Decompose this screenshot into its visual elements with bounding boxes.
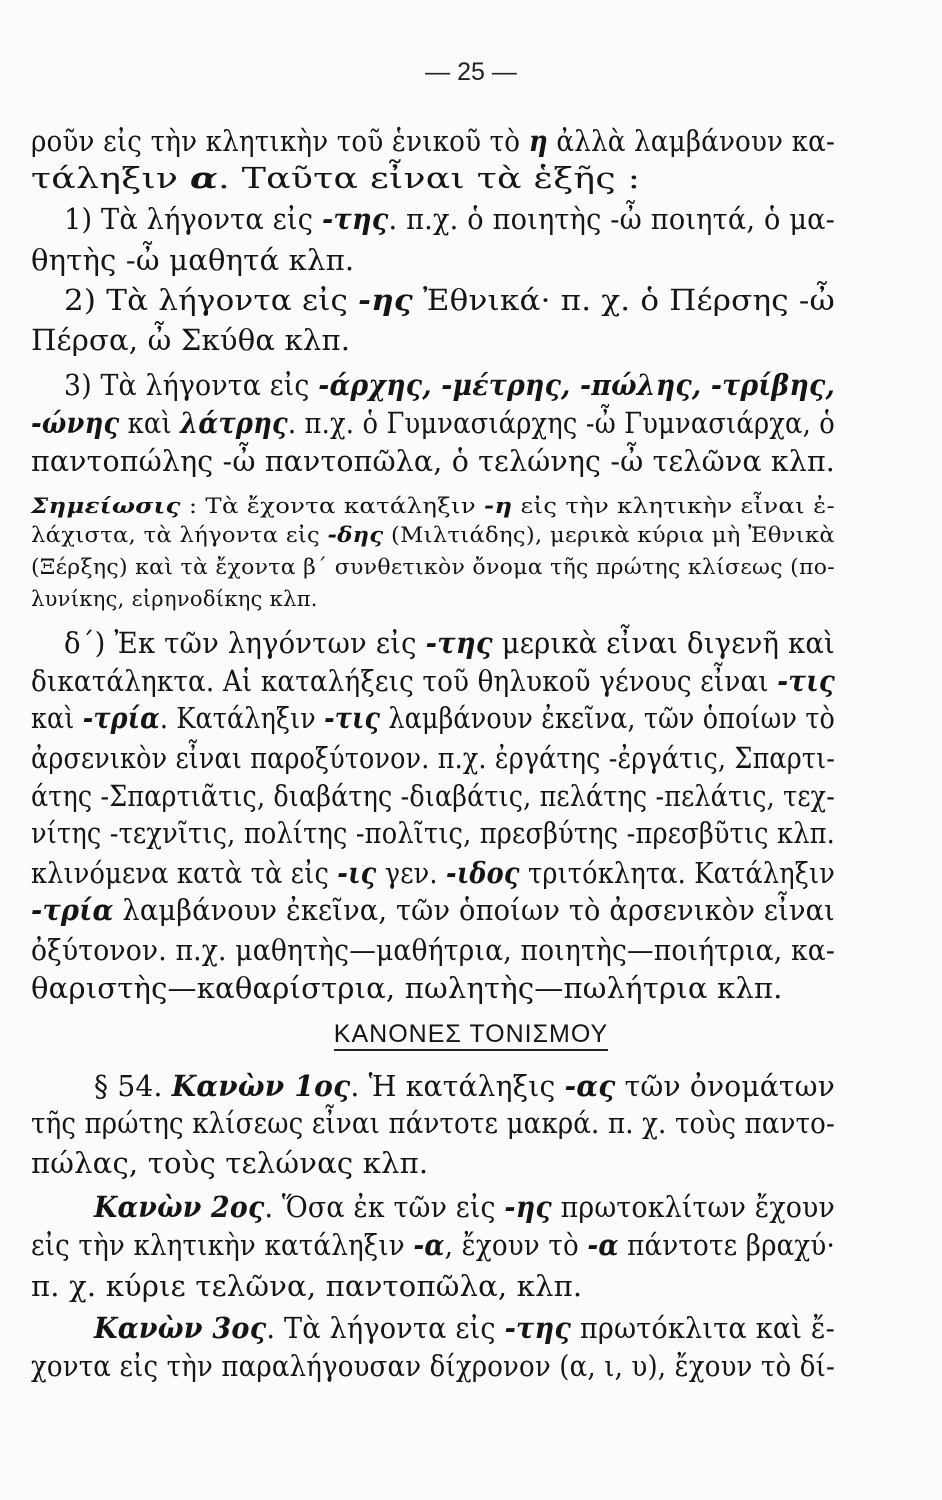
- emphasis-text: Κανὼν 1ος: [171, 1069, 351, 1103]
- text-line: [31, 1145, 428, 1181]
- text-segment: νίτης -τεχνῖτις, πολίτης -πολῖτις, πρεσβύτης -πρεσβῦτις κλπ.: [31, 816, 835, 850]
- text-line: [31, 443, 835, 479]
- section-heading: [0, 1020, 942, 1049]
- text-line: [94, 1310, 835, 1346]
- text-line: [31, 123, 835, 159]
- text-segment: θαριστὴς—καθαρίστρια, πωλητὴς—πωλήτρια κλπ.: [31, 971, 783, 1005]
- text-segment: § 54.: [94, 1069, 172, 1103]
- emphasis-text: -τις: [324, 701, 381, 735]
- emphasis-text: -ιδος: [446, 856, 520, 890]
- emphasis-text: -της: [504, 1311, 572, 1345]
- text-segment: εἰς τὴν κλητικὴν εἶναι ἐ-: [512, 494, 836, 518]
- text-segment: . Ταῦτα εἶναι τὰ ἑξῆς :: [218, 161, 641, 195]
- emphasis-text: -της: [425, 626, 493, 660]
- text-line: [31, 552, 835, 582]
- text-segment: εἰς τὴν κλητικὴν κατάληξιν: [31, 1228, 414, 1262]
- text-line: [31, 322, 350, 358]
- text-segment: (Ξέρξης) καὶ τὰ ἔχοντα β΄ συνθετικὸν ὄνομα τῆς πρώτης κλίσεως (πο-: [31, 555, 836, 579]
- text-line: [31, 1348, 835, 1384]
- text-segment: (Μιλτιάδης), μερικὰ κύρια μὴ Ἐθνικὰ: [383, 523, 836, 547]
- text-segment: τάληξιν: [31, 161, 190, 195]
- text-segment: . π.χ. ὁ ποιητὴς -ὦ ποιητά, ὁ μα-: [388, 202, 836, 236]
- text-segment: λυνίκης, εἰρηνοδίκης κλπ.: [31, 587, 318, 611]
- emphasis-text: -τρία: [31, 893, 114, 927]
- text-segment: καὶ: [119, 406, 181, 440]
- text-segment: τριτόκλητα. Κατάληξιν: [519, 856, 836, 890]
- text-segment: . Ἡ κατάληξις: [350, 1069, 565, 1103]
- page-number: — 25 —: [425, 58, 517, 86]
- text-line: [31, 520, 835, 550]
- text-segment: λαμβάνουν ἐκεῖνα, τῶν ὁποίων τὸ ἀρσενικὸν εἶναι: [113, 893, 836, 927]
- text-segment: ἀλλὰ λαμβάνουν κα-: [547, 124, 835, 158]
- text-line: [64, 201, 835, 237]
- text-line: [31, 1227, 835, 1263]
- text-segment: . π.χ. ὁ Γυμνασιάρχης -ὦ Γυμνασιάρχα, ὁ: [287, 406, 835, 440]
- text-segment: . Κατάληξιν: [159, 701, 325, 735]
- text-segment: 3) Τὰ λήγοντα εἰς: [64, 368, 319, 402]
- text-line: [31, 855, 835, 891]
- text-segment: π. χ. κύριε τελῶνα, παντοπῶλα, κλπ.: [31, 1269, 583, 1303]
- text-line: [31, 970, 783, 1006]
- emphasis-text: -η: [484, 493, 513, 518]
- text-segment: δ΄) Ἐκ τῶν ληγόντων εἰς: [64, 626, 426, 660]
- text-line: [94, 1189, 835, 1225]
- text-line: [31, 700, 835, 736]
- text-line: [31, 815, 835, 851]
- text-segment: χοντα εἰς τὴν παραλήγουσαν δίχρονον (α, ι, υ), ἔχουν τὸ δί-: [31, 1349, 835, 1383]
- text-segment: , ἔχουν τὸ: [444, 1228, 588, 1262]
- emphasis-text: α: [189, 161, 219, 195]
- text-line: [31, 405, 835, 441]
- section-heading-text: ΚΑΝΟΝΕΣ ΤΟΝΙΣΜΟΥ: [334, 1020, 608, 1051]
- text-segment: πρωτοκλίτων ἔχουν: [551, 1190, 836, 1224]
- text-segment: θητὴς -ὦ μαθητά κλπ.: [31, 243, 355, 277]
- text-segment: . Ὅσα ἐκ τῶν εἰς: [264, 1190, 505, 1224]
- text-segment: καὶ: [31, 701, 83, 735]
- emphasis-text: -τρία: [82, 701, 160, 735]
- text-segment: τῶν ὀνομάτων: [615, 1069, 836, 1103]
- text-line: [64, 282, 835, 318]
- emphasis-text: -α: [587, 1228, 619, 1262]
- text-line: [31, 491, 835, 521]
- text-segment: πώλας, τοὺς τελώνας κλπ.: [31, 1146, 429, 1180]
- text-segment: δικατάληκτα. Αἱ καταλήξεις τοῦ θηλυκοῦ γένους εἶναι: [31, 664, 778, 698]
- text-segment: : Τὰ ἔχοντα κατάληξιν: [180, 494, 485, 518]
- emphasis-text: λάτρης: [180, 406, 288, 440]
- emphasis-text: -ης: [358, 283, 414, 317]
- text-line: [31, 932, 835, 968]
- text-line: [64, 367, 835, 403]
- text-line: [31, 740, 835, 776]
- text-line: [31, 1268, 582, 1304]
- text-line: [31, 892, 835, 928]
- text-segment: παντοπώλης -ὦ παντοπῶλα, ὁ τελώνης -ὦ τελῶνα κλπ.: [31, 444, 836, 478]
- text-segment: ἀρσενικὸν εἶναι παροξύτονον. π.χ. ἐργάτης -ἐργάτις, Σπαρτι-: [31, 741, 836, 775]
- text-line: [31, 160, 640, 196]
- emphasis-text: -τις: [777, 664, 836, 698]
- text-line: [31, 1105, 835, 1141]
- text-line: [31, 242, 354, 278]
- emphasis-text: -α: [413, 1228, 445, 1262]
- emphasis-text: Κανὼν 2ος: [94, 1190, 265, 1224]
- text-line: [31, 663, 835, 699]
- text-segment: ὀξύτονον. π.χ. μαθητὴς—μαθήτρια, ποιητὴς—ποιήτρια, κα-: [31, 933, 836, 967]
- text-segment: 2) Τὰ λήγοντα εἰς: [64, 283, 359, 317]
- emphasis-text: -ις: [337, 856, 377, 890]
- emphasis-text: η: [528, 124, 548, 158]
- text-segment: γεν.: [376, 856, 447, 890]
- emphasis-text: -ης: [504, 1190, 552, 1224]
- text-segment: Ἐθνικά· π. χ. ὁ Πέρσης -ὦ: [413, 283, 836, 317]
- text-segment: τῆς πρώτης κλίσεως εἶναι πάντοτε μακρά. π. χ. τοὺς παντο-: [31, 1106, 835, 1140]
- emphasis-text: -ώνης: [31, 406, 120, 440]
- emphasis-text: -ας: [564, 1069, 616, 1103]
- text-segment: Πέρσα, ὦ Σκύθα κλπ.: [31, 323, 351, 357]
- text-segment: λάχιστα, τὰ λήγοντα εἰς: [31, 523, 328, 547]
- text-segment: κλινόμενα κατὰ τὰ εἰς: [31, 856, 338, 890]
- text-segment: ροῦν εἰς τὴν κλητικὴν τοῦ ἑνικοῦ τὸ: [31, 124, 529, 158]
- text-segment: . Τὰ λήγοντα εἰς: [266, 1311, 505, 1345]
- text-line: [31, 778, 835, 814]
- text-segment: άτης -Σπαρτιᾶτις, διαβάτης -διαβάτις, πελάτης -πελάτις, τεχ-: [31, 779, 835, 813]
- text-segment: μερικὰ εἶναι διγενῆ καὶ: [492, 626, 835, 660]
- text-line: [64, 625, 835, 661]
- text-line: [94, 1068, 835, 1104]
- text-segment: λαμβάνουν ἐκεῖνα, τῶν ὁποίων τὸ: [380, 701, 836, 735]
- emphasis-text: -δης: [327, 522, 384, 547]
- emphasis-text: Κανὼν 3ος: [94, 1311, 267, 1345]
- emphasis-text: Σημείωσις: [31, 493, 181, 518]
- text-segment: πάντοτε βραχύ·: [618, 1228, 835, 1262]
- text-segment: πρωτόκλιτα καὶ ἔ-: [571, 1311, 836, 1345]
- emphasis-text: -της: [321, 202, 389, 236]
- text-segment: 1) Τὰ λήγοντα εἰς: [64, 202, 322, 236]
- text-line: [31, 584, 318, 614]
- emphasis-text: -άρχης, -μέτρης, -πώλης, -τρίβης,: [318, 368, 836, 402]
